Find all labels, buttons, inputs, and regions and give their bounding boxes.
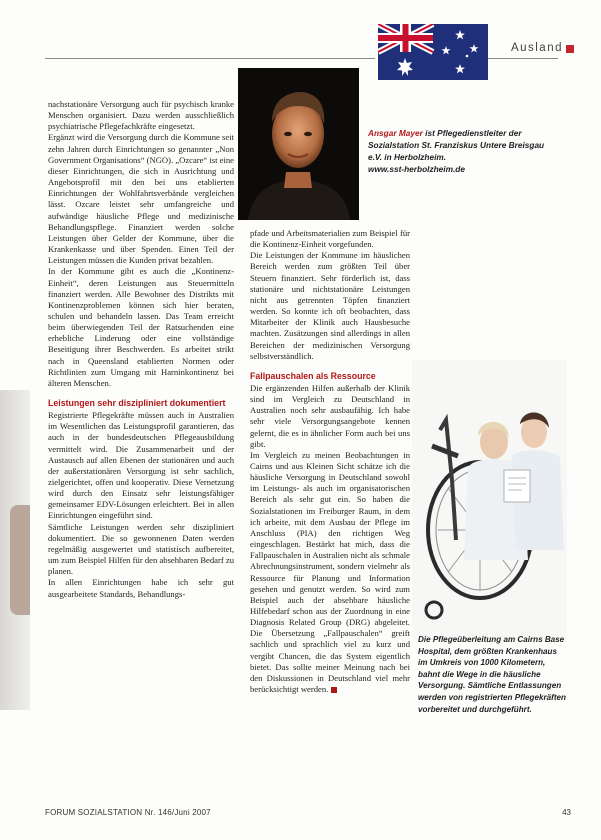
australian-flag-icon [378,24,488,80]
paragraph: Sämtliche Leistungen werden sehr diszipliniert dokumentiert. Die so gewonnenen Daten werden regelmäßig ausgewertet und statistisch aufbereitet, um zum Beispiel Hilfen für den absehbaren Bedarf zu planen. [48,521,234,577]
paragraph: Die Leistungen der Kommune im häuslichen Bereich werden zum größten Teil über Steuern finanziert. Sehr förderlich ist, dass stationäre und nichtstationäre Leistungen nicht aus getrennten Töpfen finanziert werden. So konnte ich oft beobachten, dass Mitarbeiter der Klinik auch Hausbesuche machten. Zusätzungen sind allerdings in allen Bereichen der medizinischen Versorgung selbstverständlich. [250,250,410,361]
paragraph: Die ergänzenden Hilfen außerhalb der Klinik sind im Vergleich zu Deutschland in Australien noch sehr ausbaufähig. Ich habe sehr viele Versorgungsangebote kennen gelernt, die es in ähnlicher Form auch bei uns gibt. [250,382,410,449]
paragraph: nachstationäre Versorgung auch für psychisch kranke Menschen organisiert. Dazu werden ausschließlich psychiatrische Pflegefachkräfte eingesetzt. [48,99,234,132]
author-portrait [238,68,359,220]
footer-publication: FORUM SOZIALSTATION Nr. 146/Juni 2007 [45,808,211,817]
page-number: 43 [562,808,571,817]
subheading: Leistungen sehr diszipliniert dokumentiert [48,398,226,409]
nurses-wheelchair-photo [412,360,567,640]
subheading: Fallpauschalen als Ressource [250,370,376,381]
author-url[interactable]: www.sst-herbolzheim.de [368,164,465,174]
left-edge-figure [10,505,30,615]
portrait-image-icon [238,68,359,220]
left-edge-image [0,390,30,710]
article-column-1 [48,99,234,600]
header-rule [45,58,375,59]
author-name: Ansgar Mayer [368,128,423,138]
paragraph: In der Kommune gibt es auch die „Kontinenz-Einheit“, deren Leistungen aus Steuermitteln finanziert werden. Alle Bewohner des Distrikts mit Kontinenzproblemen können sich hier beraten, schulen und behandeln lassen. Das Team erreicht beim überwiegenden Teil der Ratsuchenden eine erhebliche Linderung oder eine vollständige Beseitigung ihrer Beschwerden. Es arbeitet strikt nach in Queensland etablierten Normen oder Richtlinien zum Umgang mit Harninkontinenz bei älteren Menschen. [48,266,234,388]
paragraph: Registrierte Pflegekräfte müssen auch in Australien im Wesentlichen das Leistungsprofil garantieren, das auch in der bundesdeutschen Pflegeausbildung vermittelt wird. Die Zusammenarbeit und der Austausch auf allen Ebenen der stationären und auch der außerstationären Versorgung ist sehr sachlich, zielgerichtet, offen und kooperativ. Diese Vernetzung wird durch den Einsatz sehr leistungsfähiger gemeinsamer EDV-Lösungen erleichtert. Bei in allen Einrichtungen eingeführt sind. [48,410,234,521]
paragraph: Ergänzt wird die Versorgung durch die Kommune seit zehn Jahren durch Einrichtungen so genannter „Non Government Organisations“ (NGO). „Ozcare“ ist eine dieser Einrichtungen, die sich in Ausrichtung und Angebotsprofil mit den bei uns etablierten Einrichtungen der Wohlfahrtsverbände vergleichen lässt. Ozcare leistet sehr umfangreiche und aufwändige häusliche Pflege und medizinische Behandlungspflege. Finanziert werden solche Leistungen über Gelder der Kommune, über die Krankenkasse und über Spenden. Einen Teil der Leistungen müssen die Kunden privat bezahlen. [48,132,234,266]
paragraph [250,450,410,695]
paragraph: In allen Einrichtungen habe ich sehr gut ausgearbeitete Standards, Behandlungs- [48,577,234,599]
section-label: Ausland [510,42,563,54]
paragraph-text: Im Vergleich zu meinen Beobachtungen in Cairns und aus Kleinen Sicht schätze ich die häusliche Versorgung in Deutschland sowohl im Leistungs- als auch im organisatorischen Bereich als sehr gut ein. So haben die Sozialstationen im Freiburger Raum, in dem ich arbeite, mit dem Ausbau der Pflege im Anschluss (PIA) den richtigen Weg eingeschlagen. Bestärkt hat mich, dass die Fallpauschalen in Australien nicht als schmale Abrechnungsinstrument, sondern vielmehr als Ressource für Planung und Information gesehen und genutzt werden. So wird zum Beispiel auch der absehbare häusliche Hilfebedarf schon aus der Zuordnung in eine Diagnosis Related Group (DRG) abgeleitet. Die Übersetzung „Fallpauschalen“ greift sachlich und sprachlich viel zu kurz und vergibt Chancen, die das System eigentlich bietet. Das sollte meiner Meinung nach bei den Diskussionen in Deutschland viel mehr berücksichtigt werden. [250,449,410,695]
photo-caption: Die Pflegeüberleitung am Cairns Base Hospital, dem größten Krankenhaus im Umkreis von 1000 Kilometern, bahnt die Wege in die häusliche Versorgung. Sämtliche Entlassungen werden von registrierten Pflegekräften vorbereitet und durchgeführt. [418,635,566,714]
author-description: ist Pflegedienstleiter der Sozialstation St. Franziskus Untere Breisgau e.V. in Herbolzheim. [368,128,545,162]
article-end-icon [331,687,337,693]
author-caption [368,127,548,175]
article-column-2 [250,228,410,695]
section-marker-icon [566,45,574,53]
paragraph: pfade und Arbeitsmaterialien zum Beispiel für die Kontinenz-Einheit vorgefunden. [250,228,410,250]
